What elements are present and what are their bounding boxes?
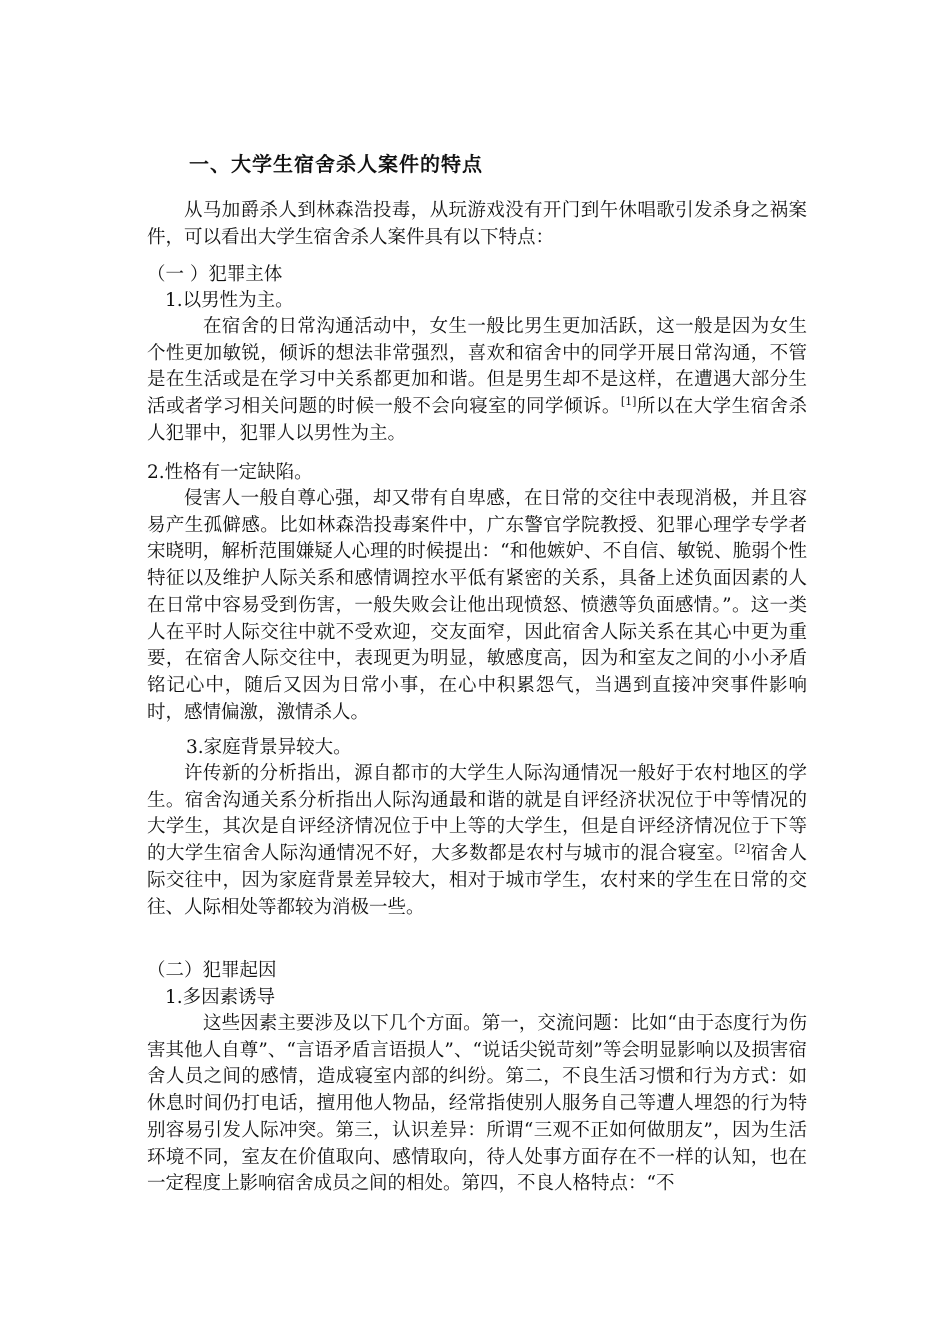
paragraph-text: 宿舍人际交往中，因为家庭背景差异较大，相对于城市学生，农村来的学生在日常的交往、人际相处等都较为消极一些。 [147,843,807,918]
citation-ref-2: [2] [734,842,751,856]
point-paragraph-1 [147,314,807,448]
paragraph-text: 许传新的分析指出，源自都市的大学生人际沟通情况一般好于农村地区的学生。宿舍沟通关系分析指出人际沟通最和谐的就是自评经济状况位于中等情况的大学生，其次是自评经济情况位于中上等的大学生，但是自评经济情况位于下等的大学生宿舍人际沟通情况不好，大多数都是农村与城市的混合寝室。 [147,763,807,865]
point-paragraph-2: 侵害人一般自尊心强，却又带有自卑感，在日常的交往中表现消极，并且容易产生孤僻感。比如林森浩投毒案件中，广东警官学院教授、犯罪心理学专学者宋晓明，解析范围嫌疑人心理的时候提出：“和他嫉妒、不自信、敏锐、脆弱个性特征以及维护人际关系和感情调控水平低有紧密的关系，具备上述负面因素的人在日常中容易受到伤害，一般失败会让他出现愤怒、愤懑等负面感情。”。这一类人在平时人际交往中就不受欢迎，交友面窄，因此宿舍人际关系在其心中更为重要，在宿舍人际交往中，表现更为明显，敏感度高，因为和室友之间的小小矛盾铭记心中，随后又因为日常小事，在心中积累怨气，当遇到直接冲突事件影响时，感情偏激，激情杀人。 [147,488,807,723]
point-label-3: 3.家庭背景异较大。 [186,737,352,758]
point-label-4: 1.多因素诱导 [165,987,276,1008]
paragraph-text: 所以在大学生宿舍杀人犯罪中，犯罪人以男性为主。 [147,396,807,444]
citation-ref-1: [1] [620,395,637,409]
point-paragraph-3 [147,761,807,921]
point-label-2: 2.性格有一定缺陷。 [147,462,313,483]
paragraph-text: 在宿舍的日常沟通活动中，女生一般比男生更加活跃，这一般是因为女生个性更加敏锐，倾诉的想法非常强烈，喜欢和宿舍中的同学开展日常沟通，不管是在生活或是在学习中关系都更加和谐。但是男生却不是这样，在遭遇大部分生活或者学习相关问题的时候一般不会向寝室的同学倾诉。 [147,316,807,418]
point-paragraph-4: 这些因素主要涉及以下几个方面。第一，交流问题：比如“由于态度行为伤害其他人自尊”、“言语矛盾言语损人”、“说话尖锐苛刻”等会明显影响以及损害宿舍人员之间的感情，造成寝室内部的纠纷。第二，不良生活习惯和行为方式：如休息时间仍打电话，擅用他人物品，经常指使别人服务自己等遭人埋怨的行为特别容易引发人际冲突。第三，认识差异：所谓“三观不正如何做朋友”，因为生活环境不同，室友在价值取向、感情取向，待人处事方面存在不一样的认知，也在一定程度上影响宿舍成员之间的相处。第四，不良人格特点：“不 [147,1013,807,1195]
subsection-title-2: （二）犯罪起因 [147,960,277,981]
section-heading: 一、大学生宿舍杀人案件的特点 [189,152,483,176]
intro-paragraph: 从马加爵杀人到林森浩投毒，从玩游戏没有开门到午休唱歌引发杀身之祸案件，可以看出大学生宿舍杀人案件具有以下特点： [147,200,807,248]
point-label-1: 1.以男性为主。 [165,290,294,311]
subsection-title-1: （一 ）犯罪主体 [147,264,283,285]
